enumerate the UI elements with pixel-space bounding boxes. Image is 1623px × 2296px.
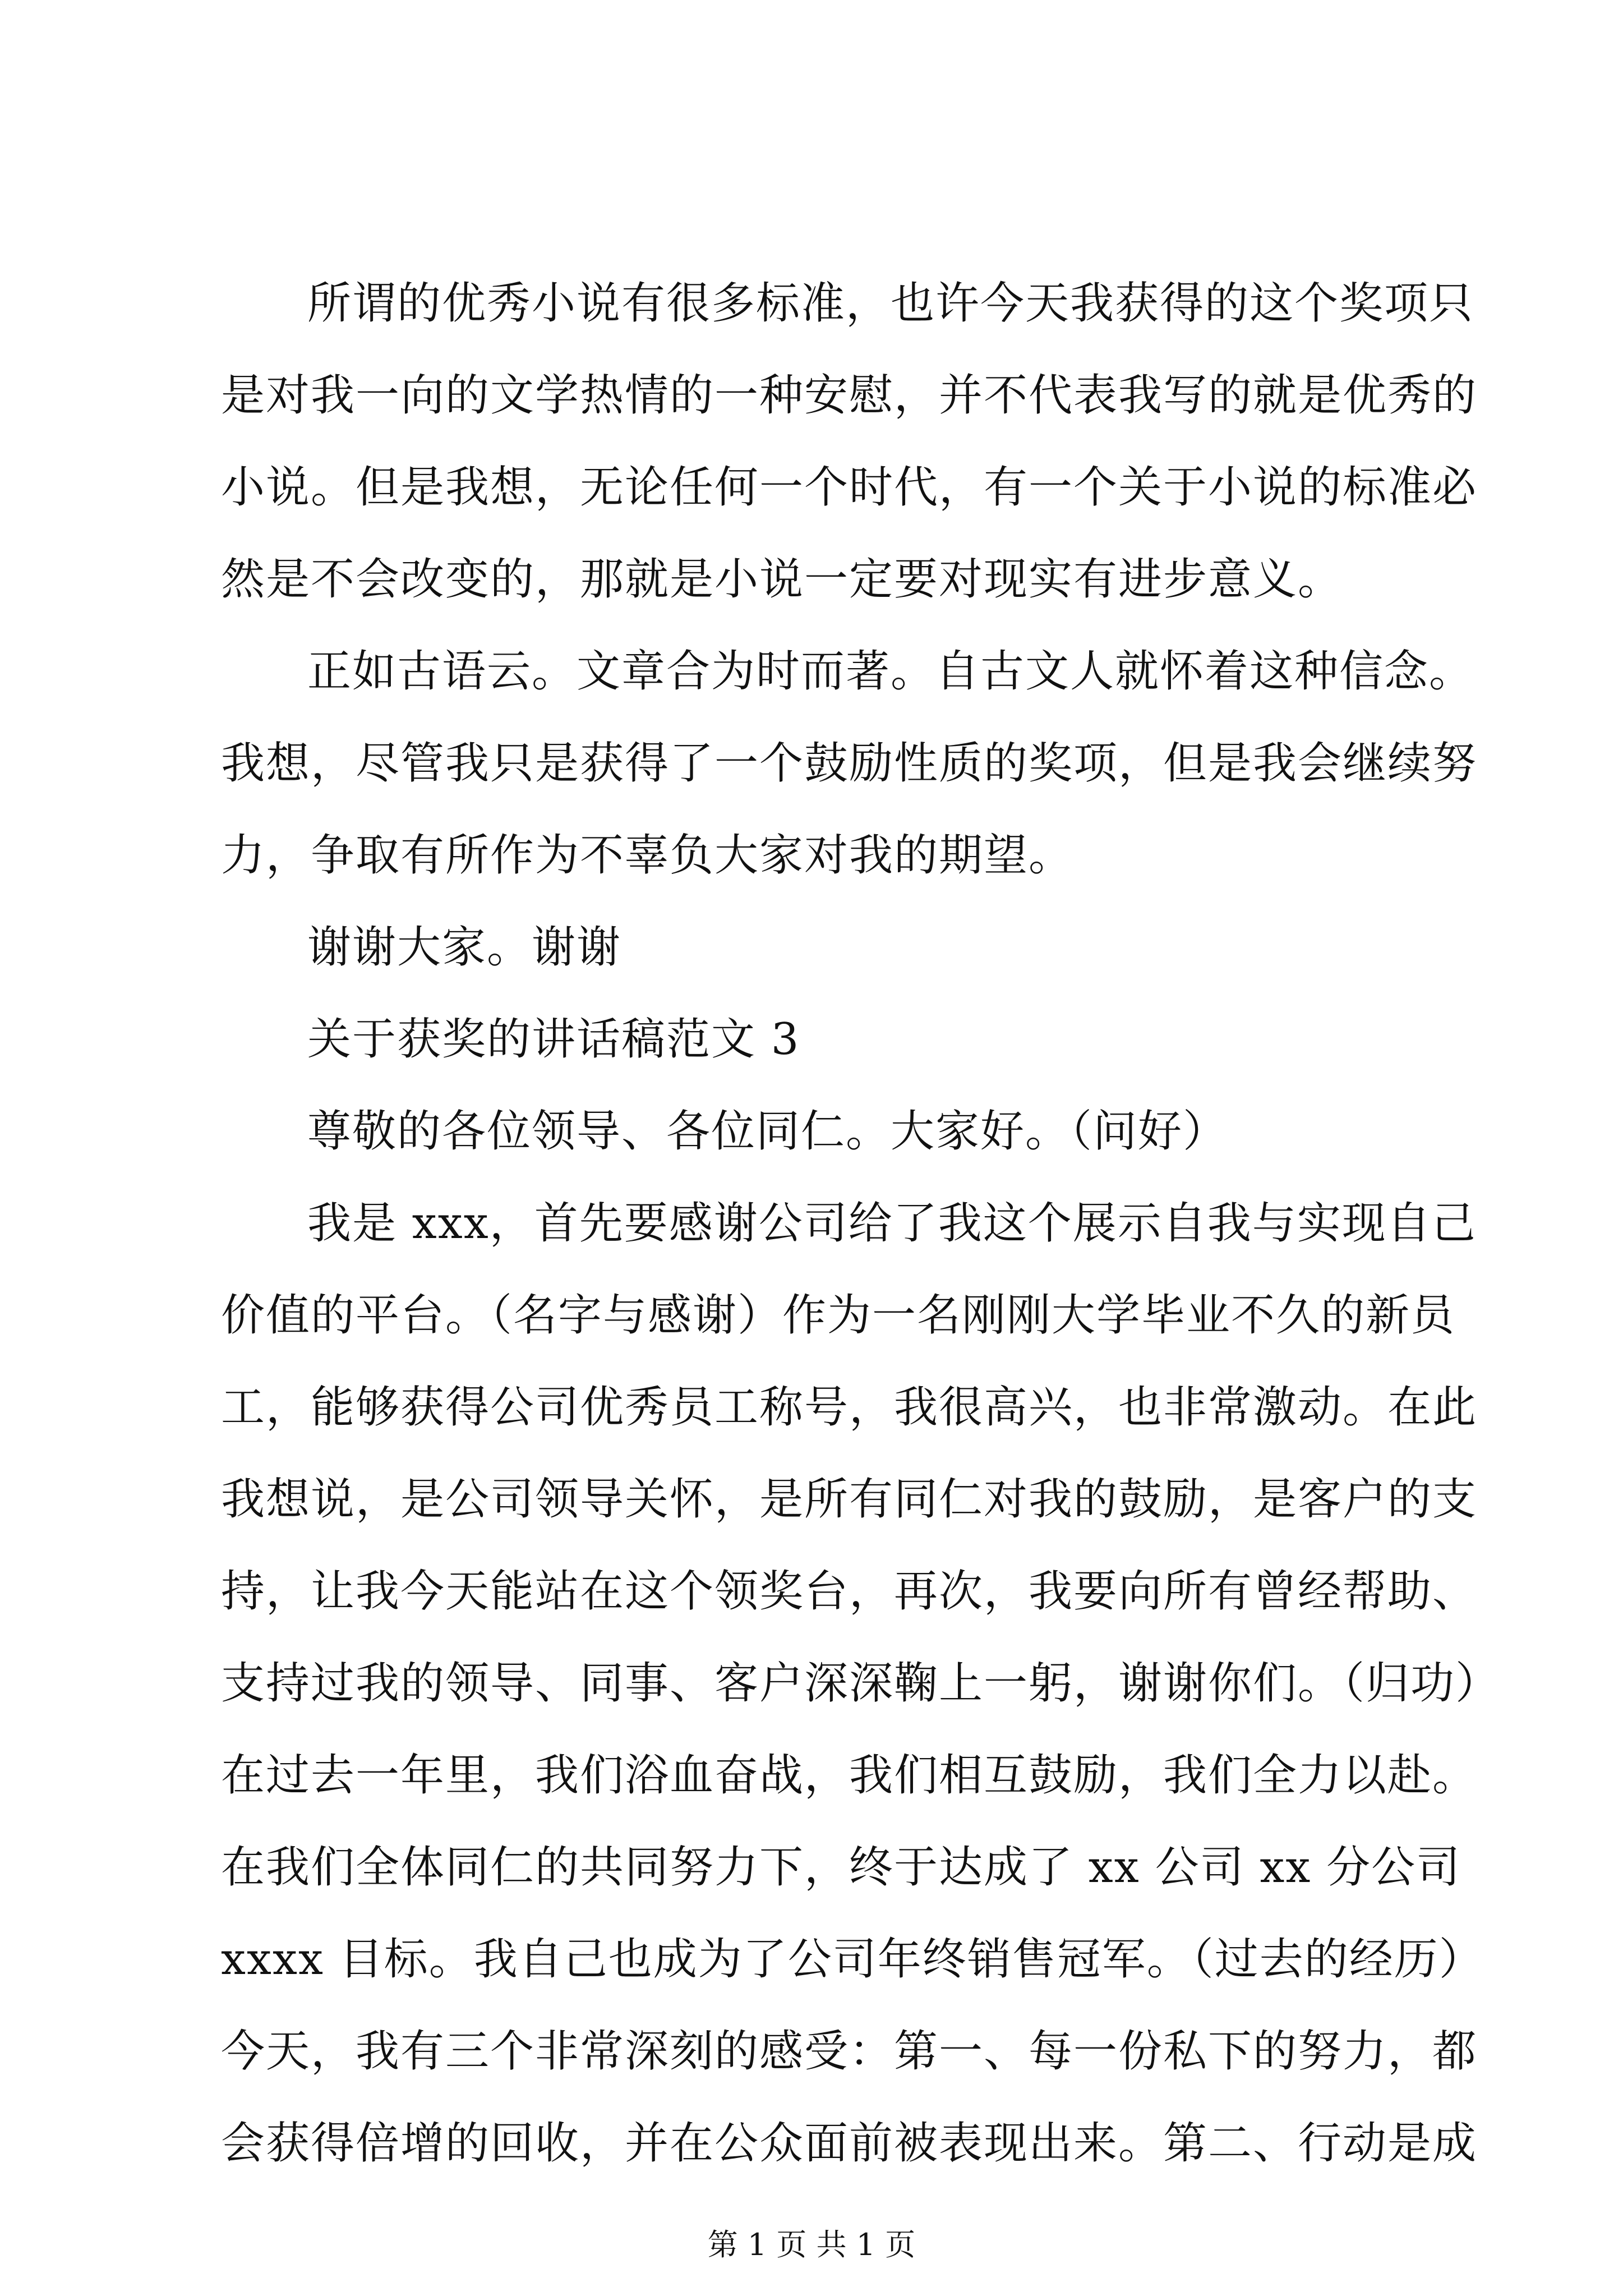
- text-line-3: 小说。但是我想，无论任何一个时代，有一个关于小说的标准必: [221, 462, 1478, 513]
- text-line-8: 谢谢大家。谢谢: [307, 922, 622, 973]
- text-line-1: 所谓的优秀小说有很多标准，也许今天我获得的这个奖项只: [307, 278, 1474, 329]
- text-line-11: 我是 xxx，首先要感谢公司给了我这个展示自我与实现自己: [307, 1198, 1477, 1249]
- text-line-5: 正如古语云。文章合为时而著。自古文人就怀着这种信念。: [307, 646, 1474, 697]
- text-line-2: 是对我一向的文学热情的一种安慰，并不代表我写的就是优秀的: [221, 370, 1478, 421]
- text-line-18: 在我们全体同仁的共同努力下，终于达成了 xx 公司 xx 分公司: [221, 1842, 1461, 1893]
- text-line-16: 支持过我的领导、同事、客户深深鞠上一躬，谢谢你们。（归功）: [221, 1658, 1501, 1709]
- text-line-12: 价值的平台。（名字与感谢）作为一名刚刚大学毕业不久的新员: [221, 1290, 1456, 1341]
- text-line-6: 我想，尽管我只是获得了一个鼓励性质的奖项，但是我会继续努: [221, 738, 1478, 789]
- text-line-10: 尊敬的各位领导、各位同仁。大家好。（问好）: [307, 1106, 1228, 1157]
- text-line-21: 会获得倍增的回收，并在公众面前被表现出来。第二、行动是成: [221, 2118, 1478, 2169]
- text-line-13: 工，能够获得公司优秀员工称号，我很高兴，也非常激动。在此: [221, 1382, 1478, 1433]
- text-line-19: xxxx 目标。我自己也成为了公司年终销售冠军。（过去的经历）: [221, 1934, 1484, 1985]
- text-line-17: 在过去一年里，我们浴血奋战，我们相互鼓励，我们全力以赴。: [221, 1750, 1478, 1801]
- page-footer: 第 1 页 共 1 页: [707, 2227, 916, 2262]
- section-heading: 关于获奖的讲话稿范文 3: [307, 1014, 800, 1065]
- text-line-14: 我想说，是公司领导关怀，是所有同仁对我的鼓励，是客户的支: [221, 1474, 1478, 1525]
- text-line-4: 然是不会改变的，那就是小说一定要对现实有进步意义。: [221, 554, 1343, 605]
- text-line-7: 力，争取有所作为不辜负大家对我的期望。: [221, 830, 1074, 881]
- text-line-20: 今天，我有三个非常深刻的感受：第一、每一份私下的努力，都: [221, 2026, 1478, 2077]
- text-line-15: 持，让我今天能站在这个领奖台，再次，我要向所有曾经帮助、: [221, 1566, 1478, 1617]
